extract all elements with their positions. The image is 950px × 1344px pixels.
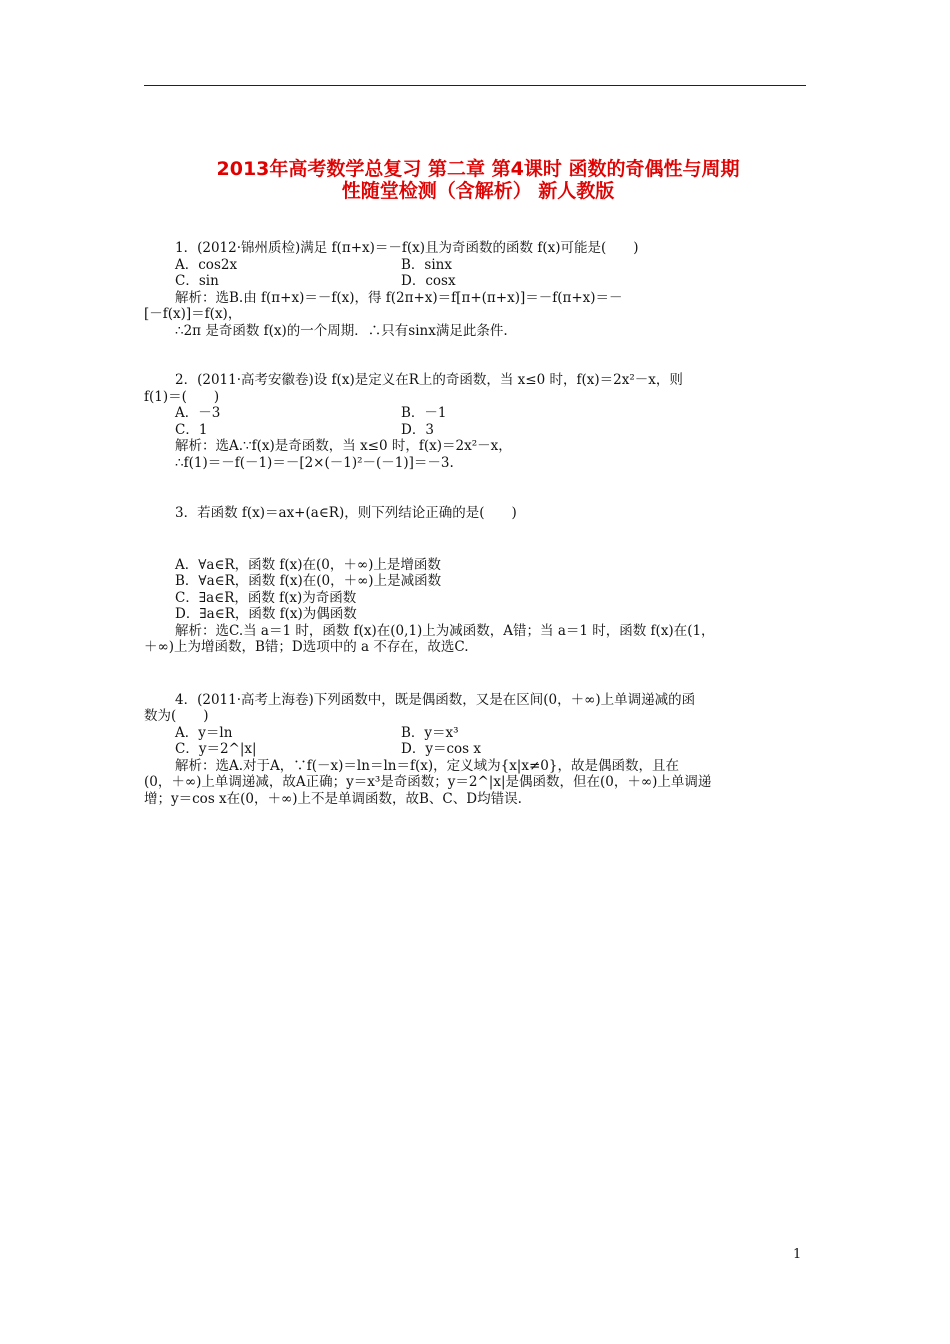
- option-b: B．－1: [401, 405, 447, 421]
- question-2-stem-cont: f(1)＝( ): [144, 388, 220, 405]
- option-c: C．∃a∈R，函数 f(x)为奇函数: [175, 589, 357, 606]
- question-4-options-row-1: [144, 725, 812, 742]
- solution-line: ＋∞)上为增函数，B错；D选项中的 a 不存在，故选C.: [144, 639, 469, 655]
- option-a: A．y＝ln: [175, 724, 233, 741]
- option-c: C．sin: [175, 273, 219, 289]
- solution-line: (0，＋∞)上单调递减，故A正确；y＝x³是奇函数；y＝2^|x|是偶函数，但在(0，＋∞)上单调递: [144, 774, 712, 790]
- header-rule: [144, 85, 806, 86]
- question-1-options-row-1: [144, 257, 812, 274]
- option-c: C．y＝2^|x|: [175, 741, 257, 757]
- question-2: [144, 372, 812, 471]
- question-1-options-row-2: [144, 273, 812, 290]
- option-b: B．y＝x³: [401, 724, 459, 741]
- question-4-stem: 4．(2011·高考上海卷)下列函数中，既是偶函数，又是在区间(0，＋∞)上单调递减的函: [175, 691, 696, 708]
- title-line-2: 性随堂检测（含解析） 新人教版: [341, 180, 615, 202]
- solution-line: 解析：选C.当 a＝1 时，函数 f(x)在(0,1)上为减函数，A错；当 a＝1 时，函数 f(x)在(1，: [175, 622, 715, 639]
- option-d: D．cosx: [401, 273, 456, 289]
- solution-line: 解析：选A.∵f(x)是奇函数，当 x≤0 时，f(x)＝2x²－x，: [175, 438, 512, 454]
- question-3: [144, 505, 812, 656]
- document-body: [144, 240, 812, 807]
- question-4: [144, 692, 812, 808]
- solution-line: 增；y＝cos x在(0，＋∞)上不是单调函数，故B、C、D均错误.: [144, 790, 522, 807]
- solution-line: ∴f(1)＝－f(－1)＝－[2×(－1)²－(－1)]＝－3.: [175, 454, 454, 471]
- question-4-options-row-2: [144, 741, 812, 758]
- question-2-stem: 2．(2011·高考安徽卷)设 f(x)是定义在R上的奇函数，当 x≤0 时，f(x)＝2x²－x，则: [175, 372, 683, 388]
- option-b: B．∀a∈R，函数 f(x)在(0，＋∞)上是减函数: [175, 573, 442, 589]
- question-3-stem: 3．若函数 f(x)＝ax+(a∈R)，则下列结论正确的是( ): [175, 505, 517, 521]
- question-2-options-row-1: [144, 405, 812, 422]
- option-c: C．1: [175, 421, 208, 438]
- question-1: [144, 240, 812, 339]
- option-b: B．sinx: [401, 256, 452, 273]
- option-a: A．－3: [175, 405, 221, 421]
- title-line-1: 2013年高考数学总复习 第二章 第4课时 函数的奇偶性与周期: [216, 158, 740, 180]
- solution-line: ∴2π 是奇函数 f(x)的一个周期．∴只有sinx满足此条件.: [175, 322, 508, 339]
- solution-line: [－f(x)]＝f(x)，: [144, 306, 242, 322]
- page-number: 1: [793, 1247, 802, 1262]
- option-d: D．∃a∈R，函数 f(x)为偶函数: [175, 606, 357, 622]
- option-d: D．3: [401, 421, 434, 438]
- question-1-stem: 1．(2012·锦州质检)满足 f(π+x)＝－f(x)且为奇函数的函数 f(x)可能是( ): [175, 240, 639, 256]
- question-4-stem-cont: 数为( ): [144, 708, 209, 724]
- solution-line: 解析：选A.对于A，∵f(－x)＝ln＝ln＝f(x)，定义域为{x|x≠0}，故是偶函数，且在: [175, 757, 679, 774]
- option-d: D．y＝cos x: [401, 741, 481, 757]
- solution-line: 解析：选B.由 f(π+x)＝－f(x)，得 f(2π+x)＝f[π+(π+x)]＝－f(π+x)＝－: [175, 289, 623, 306]
- question-2-options-row-2: [144, 422, 812, 439]
- option-a: A．∀a∈R，函数 f(x)在(0，＋∞)上是增函数: [175, 556, 441, 573]
- option-a: A．cos2x: [175, 256, 238, 273]
- document-title: [150, 158, 806, 202]
